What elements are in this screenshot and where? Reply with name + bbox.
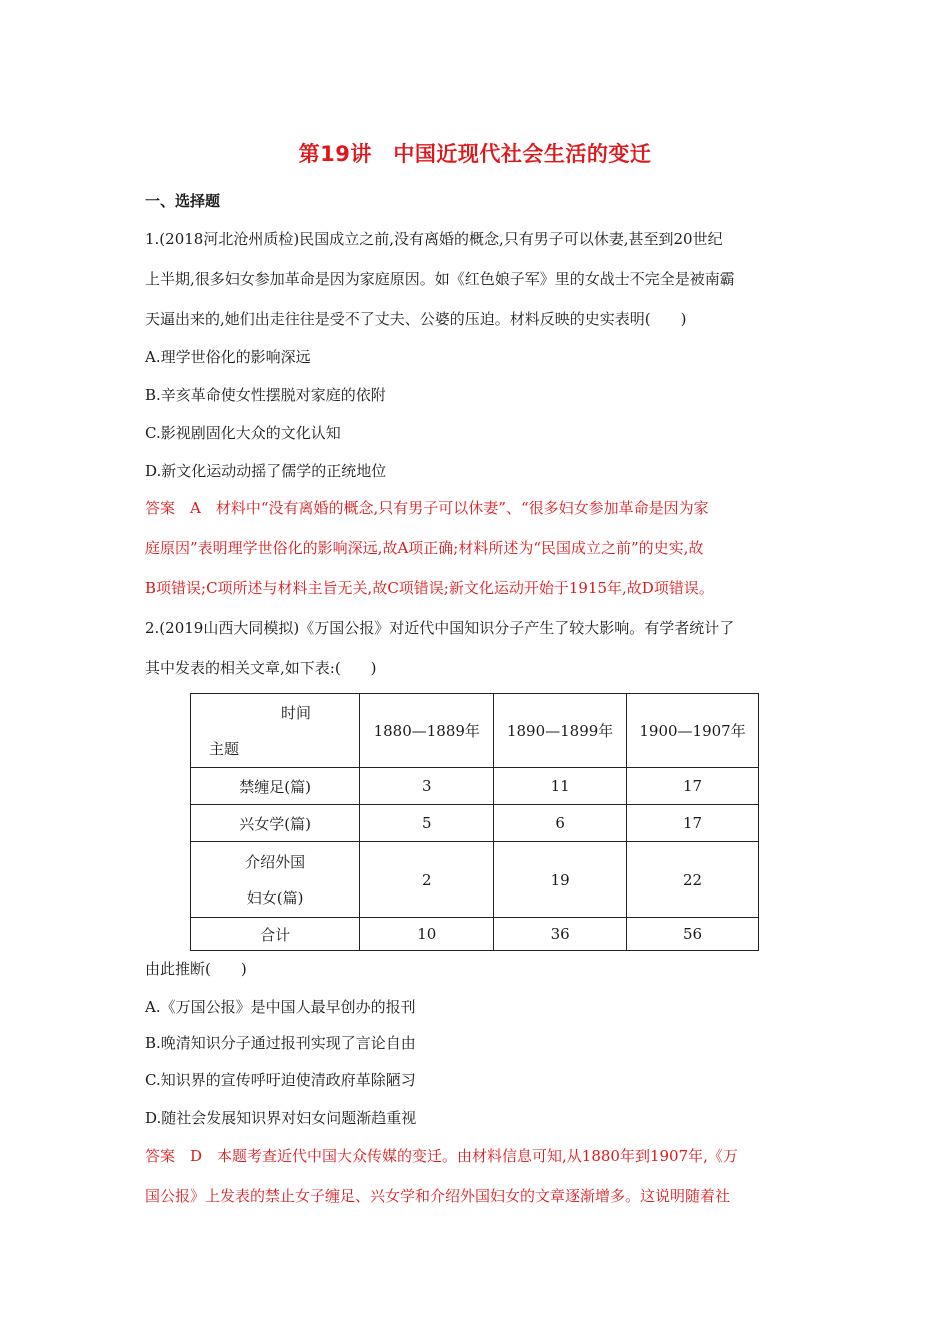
corner-time-label: 时间	[281, 704, 312, 722]
column-header: 1880—1889年	[360, 694, 494, 768]
corner-topic-label: 主题	[209, 740, 240, 758]
row-label-line-2: 妇女(篇)	[246, 888, 304, 907]
q1-answer-line-3: B项错误;C项所述与材料主旨无关,故C项错误;新文化运动开始于1915年,故D项错误。	[145, 579, 714, 597]
table-row	[191, 842, 759, 918]
q1-stem-line-3: 天逼出来的,她们出走往往是受不了丈夫、公婆的压迫。材料反映的史实表明( )	[145, 310, 687, 328]
table-cell: 6	[494, 805, 627, 842]
q1-stem-line-2: 上半期,很多妇女参加革命是因为家庭原因。如《红色娘子军》里的女战士不完全是被南霸	[145, 270, 735, 288]
row-label	[191, 842, 360, 918]
q2-answer-line-1: 答案 D 本题考查近代中国大众传媒的变迁。由材料信息可知,从1880年到1907年,《万	[145, 1147, 738, 1165]
q2-option-d: D.随社会发展知识界对妇女问题渐趋重视	[145, 1109, 417, 1127]
table-cell: 56	[627, 918, 759, 951]
table-row	[191, 918, 759, 951]
q2-stem-line-2: 其中发表的相关文章,如下表:( )	[145, 659, 377, 677]
page-title: 第19讲 中国近现代社会生活的变迁	[298, 142, 652, 166]
table-cell: 5	[360, 805, 494, 842]
table-header-row	[191, 694, 759, 768]
table-corner-cell	[191, 694, 360, 768]
table-cell: 3	[360, 768, 494, 805]
q1-option-c: C.影视剧固化大众的文化认知	[145, 424, 341, 442]
row-label-line-1: 介绍外国	[245, 852, 306, 871]
statistics-table	[190, 693, 759, 951]
table-cell: 36	[494, 918, 627, 951]
q2-answer-line-2: 国公报》上发表的禁止女子缠足、兴女学和介绍外国妇女的文章逐渐增多。这说明随着社	[145, 1187, 731, 1205]
table-cell: 11	[494, 768, 627, 805]
column-header: 1900—1907年	[627, 694, 759, 768]
column-header: 1890—1899年	[494, 694, 627, 768]
q1-option-d: D.新文化运动动摇了儒学的正统地位	[145, 462, 387, 480]
table-cell: 22	[627, 842, 759, 918]
q2-option-a: A.《万国公报》是中国人最早创办的报刊	[145, 998, 416, 1016]
q1-stem-line-1: 1.(2018河北沧州质检)民国成立之前,没有离婚的概念,只有男子可以休妻,甚至到20世纪	[145, 230, 723, 248]
section-heading: 一、选择题	[145, 192, 221, 210]
q2-option-b: B.晚清知识分子通过报刊实现了言论自由	[145, 1034, 416, 1052]
row-label: 合计	[191, 918, 360, 951]
table-row	[191, 768, 759, 805]
row-label: 兴女学(篇)	[191, 805, 360, 842]
q2-option-c: C.知识界的宣传呼吁迫使清政府革除陋习	[145, 1071, 416, 1089]
table-cell: 19	[494, 842, 627, 918]
q1-answer-line-2: 庭原因”表明理学世俗化的影响深远,故A项正确;材料所述为“民国成立之前”的史实,故	[145, 539, 704, 557]
table-cell: 17	[627, 768, 759, 805]
table-cell: 2	[360, 842, 494, 918]
table-cell: 10	[360, 918, 494, 951]
row-label: 禁缠足(篇)	[191, 768, 360, 805]
q1-option-a: A.理学世俗化的影响深远	[145, 348, 311, 366]
table-cell: 17	[627, 805, 759, 842]
q2-after-table: 由此推断( )	[145, 960, 247, 978]
table-row	[191, 805, 759, 842]
q1-answer-line-1: 答案 A 材料中“没有离婚的概念,只有男子可以休妻”、“很多妇女参加革命是因为家	[145, 499, 709, 517]
q1-option-b: B.辛亥革命使女性摆脱对家庭的依附	[145, 386, 386, 404]
q2-stem-line-1: 2.(2019山西大同模拟)《万国公报》对近代中国知识分子产生了较大影响。有学者统计了	[145, 619, 735, 637]
